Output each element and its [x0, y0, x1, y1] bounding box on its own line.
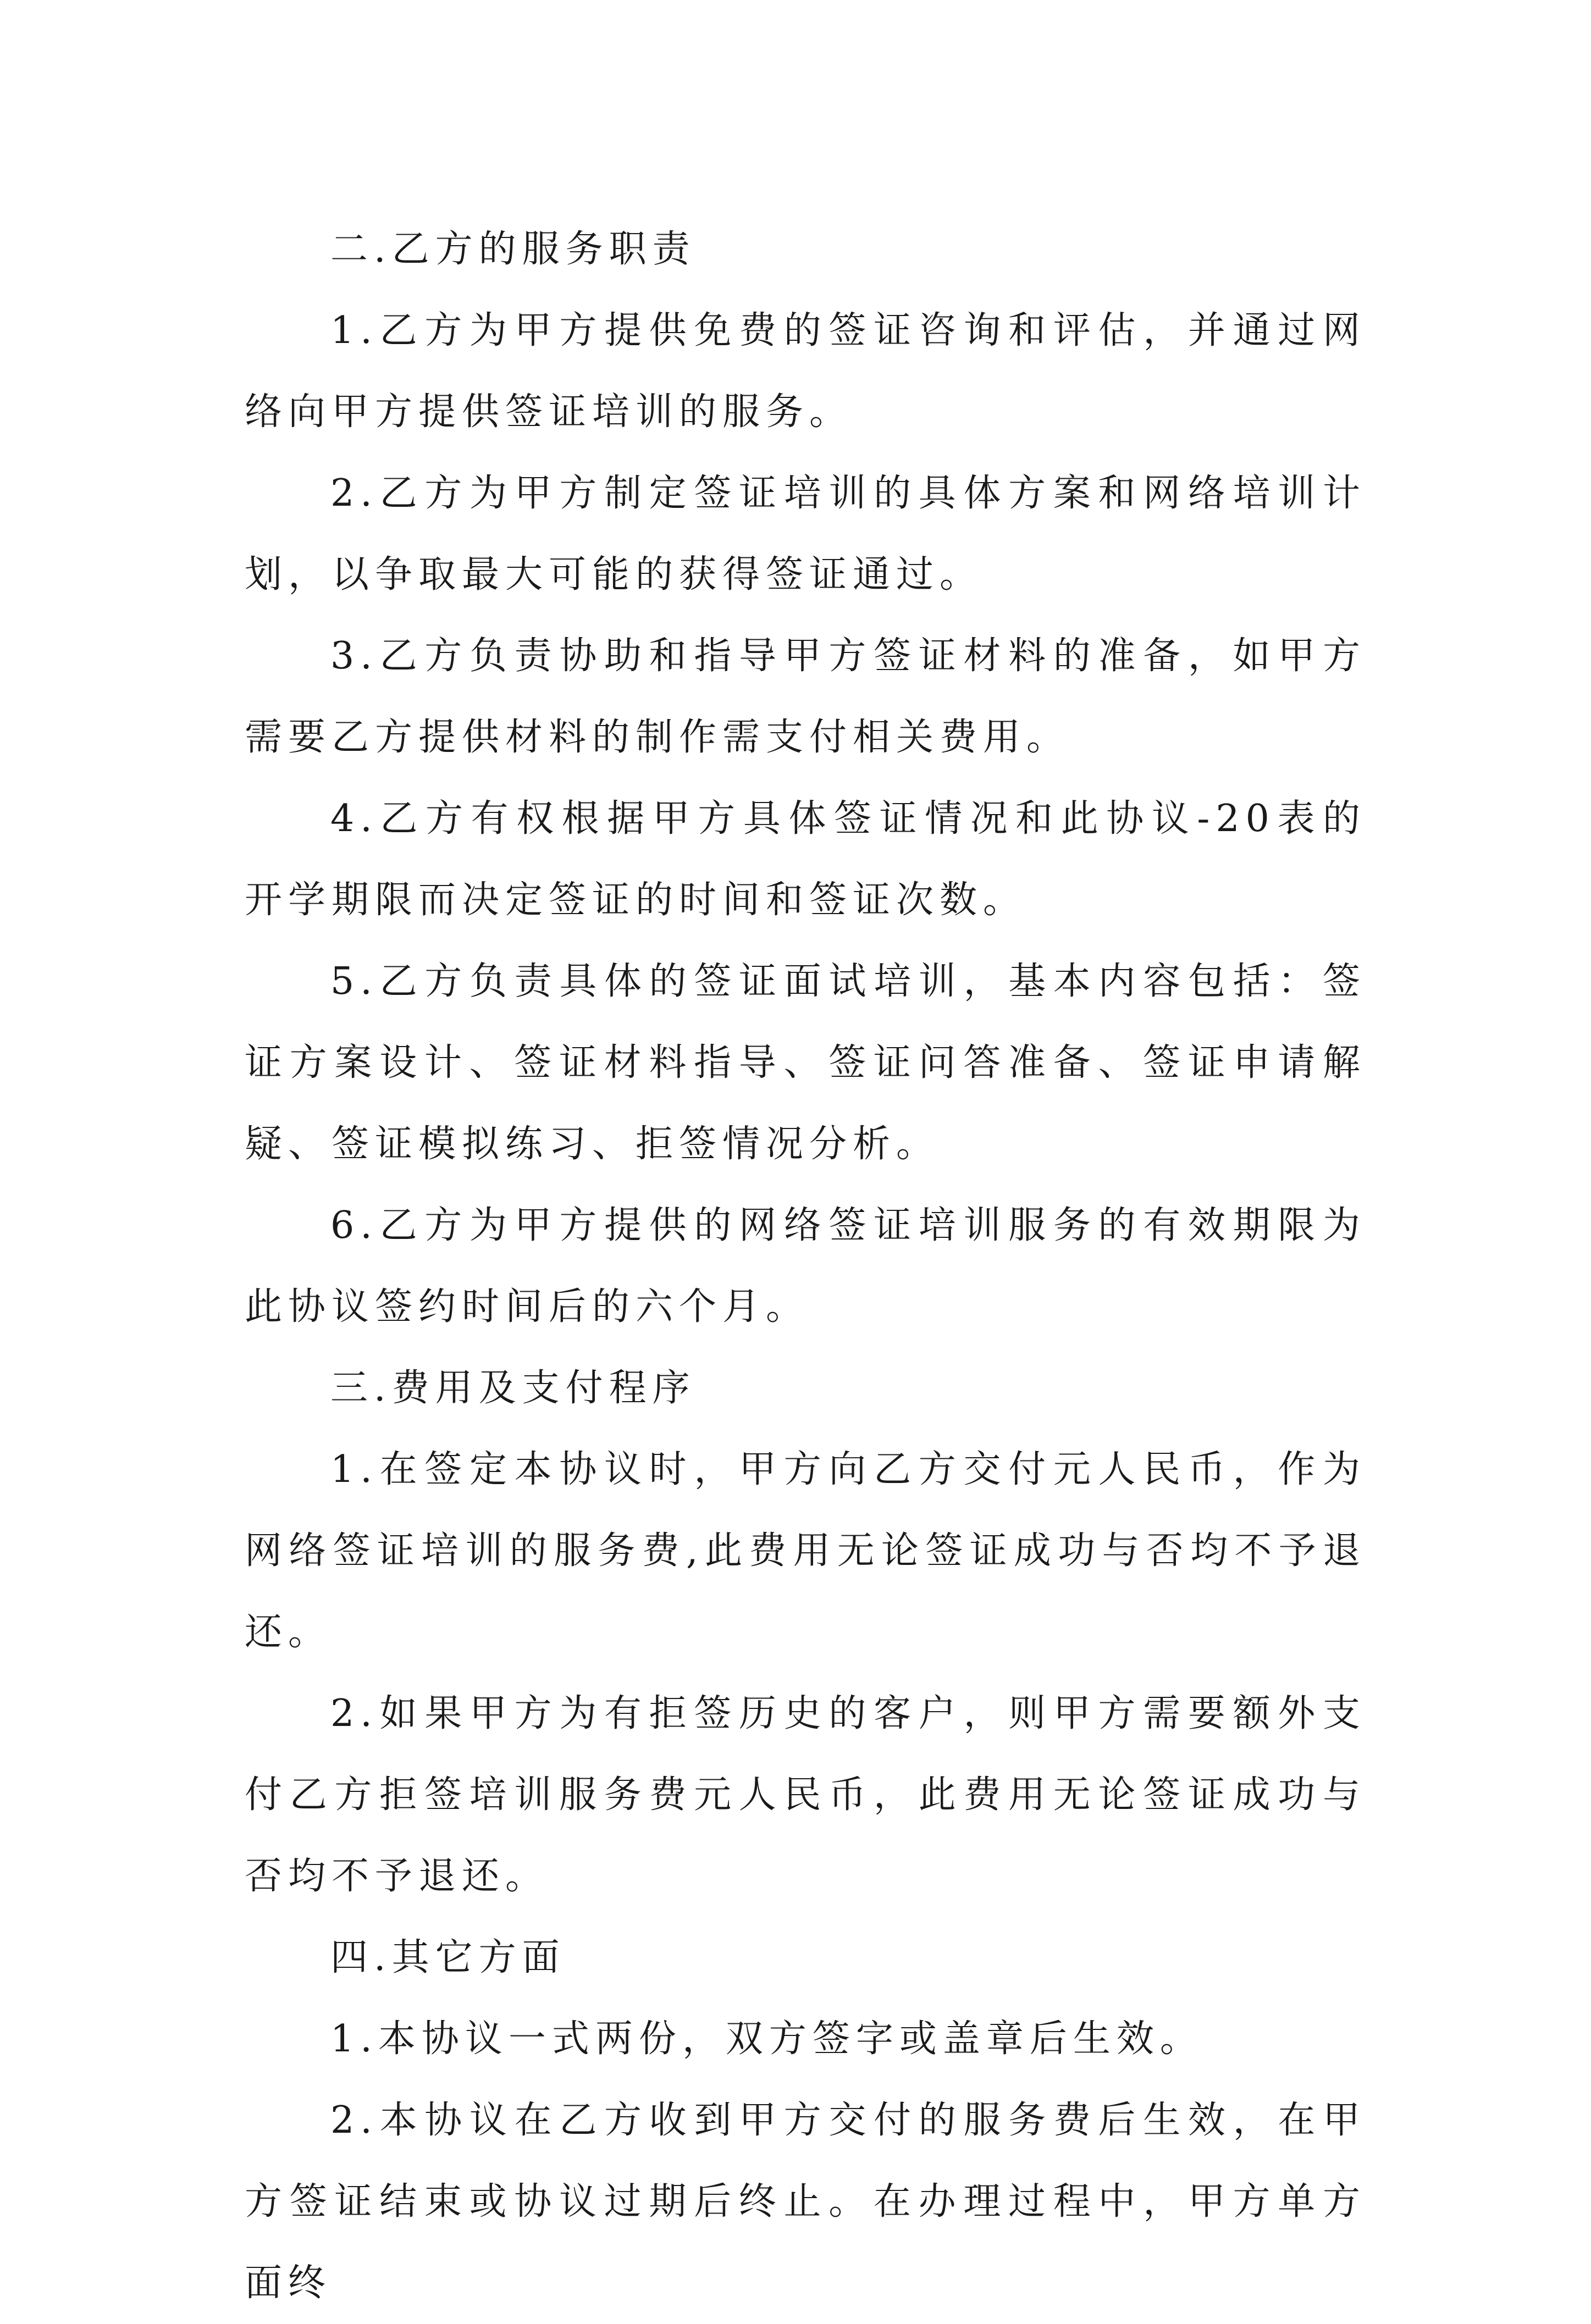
paragraph-duty-4: 4.乙方有权根据甲方具体签证情况和此协议-20表的开学期限而决定签证的时间和签证次数。: [245, 797, 1366, 922]
paragraph-duty-3: 3.乙方负责协助和指导甲方签证材料的准备，如甲方需要乙方提供材料的制作需支付相关费用。: [245, 634, 1366, 759]
document-body: [245, 209, 1366, 2324]
paragraph-duty-6: 6.乙方为甲方提供的网络签证培训服务的有效期限为此协议签约时间后的六个月。: [245, 1204, 1366, 1329]
paragraph-fee-2: 2.如果甲方为有拒签历史的客户，则甲方需要额外支付乙方拒签培训服务费元人民币，此费用无论签证成功与否均不予退还。: [245, 1692, 1366, 1898]
paragraph-duty-5: 5.乙方负责具体的签证面试培训，基本内容包括：签证方案设计、签证材料指导、签证问答准备、签证申请解疑、签证模拟练习、拒签情况分析。: [245, 960, 1366, 1166]
section-heading-other: 四.其它方面: [330, 1936, 566, 1979]
paragraph-other-2: 2.本协议在乙方收到甲方交付的服务费后生效，在甲方签证结束或协议过期后终止。在办理过程中，甲方单方面终: [245, 2099, 1366, 2305]
section-heading-service-duties: 二.乙方的服务职责: [330, 228, 696, 271]
section-heading-fees: 三.费用及支付程序: [330, 1366, 696, 1410]
paragraph-duty-2: 2.乙方为甲方制定签证培训的具体方案和网络培训计划，以争取最大可能的获得签证通过。: [245, 472, 1366, 596]
paragraph-duty-1: 1.乙方为甲方提供免费的签证咨询和评估，并通过网络向甲方提供签证培训的服务。: [245, 309, 1366, 434]
paragraph-other-1: 1.本协议一式两份，双方签字或盖章后生效。: [330, 2017, 1203, 2061]
paragraph-fee-1: 1.在签定本协议时，甲方向乙方交付元人民币，作为网络签证培训的服务费,此费用无论签证成功与否均不予退还。: [245, 1448, 1366, 1654]
